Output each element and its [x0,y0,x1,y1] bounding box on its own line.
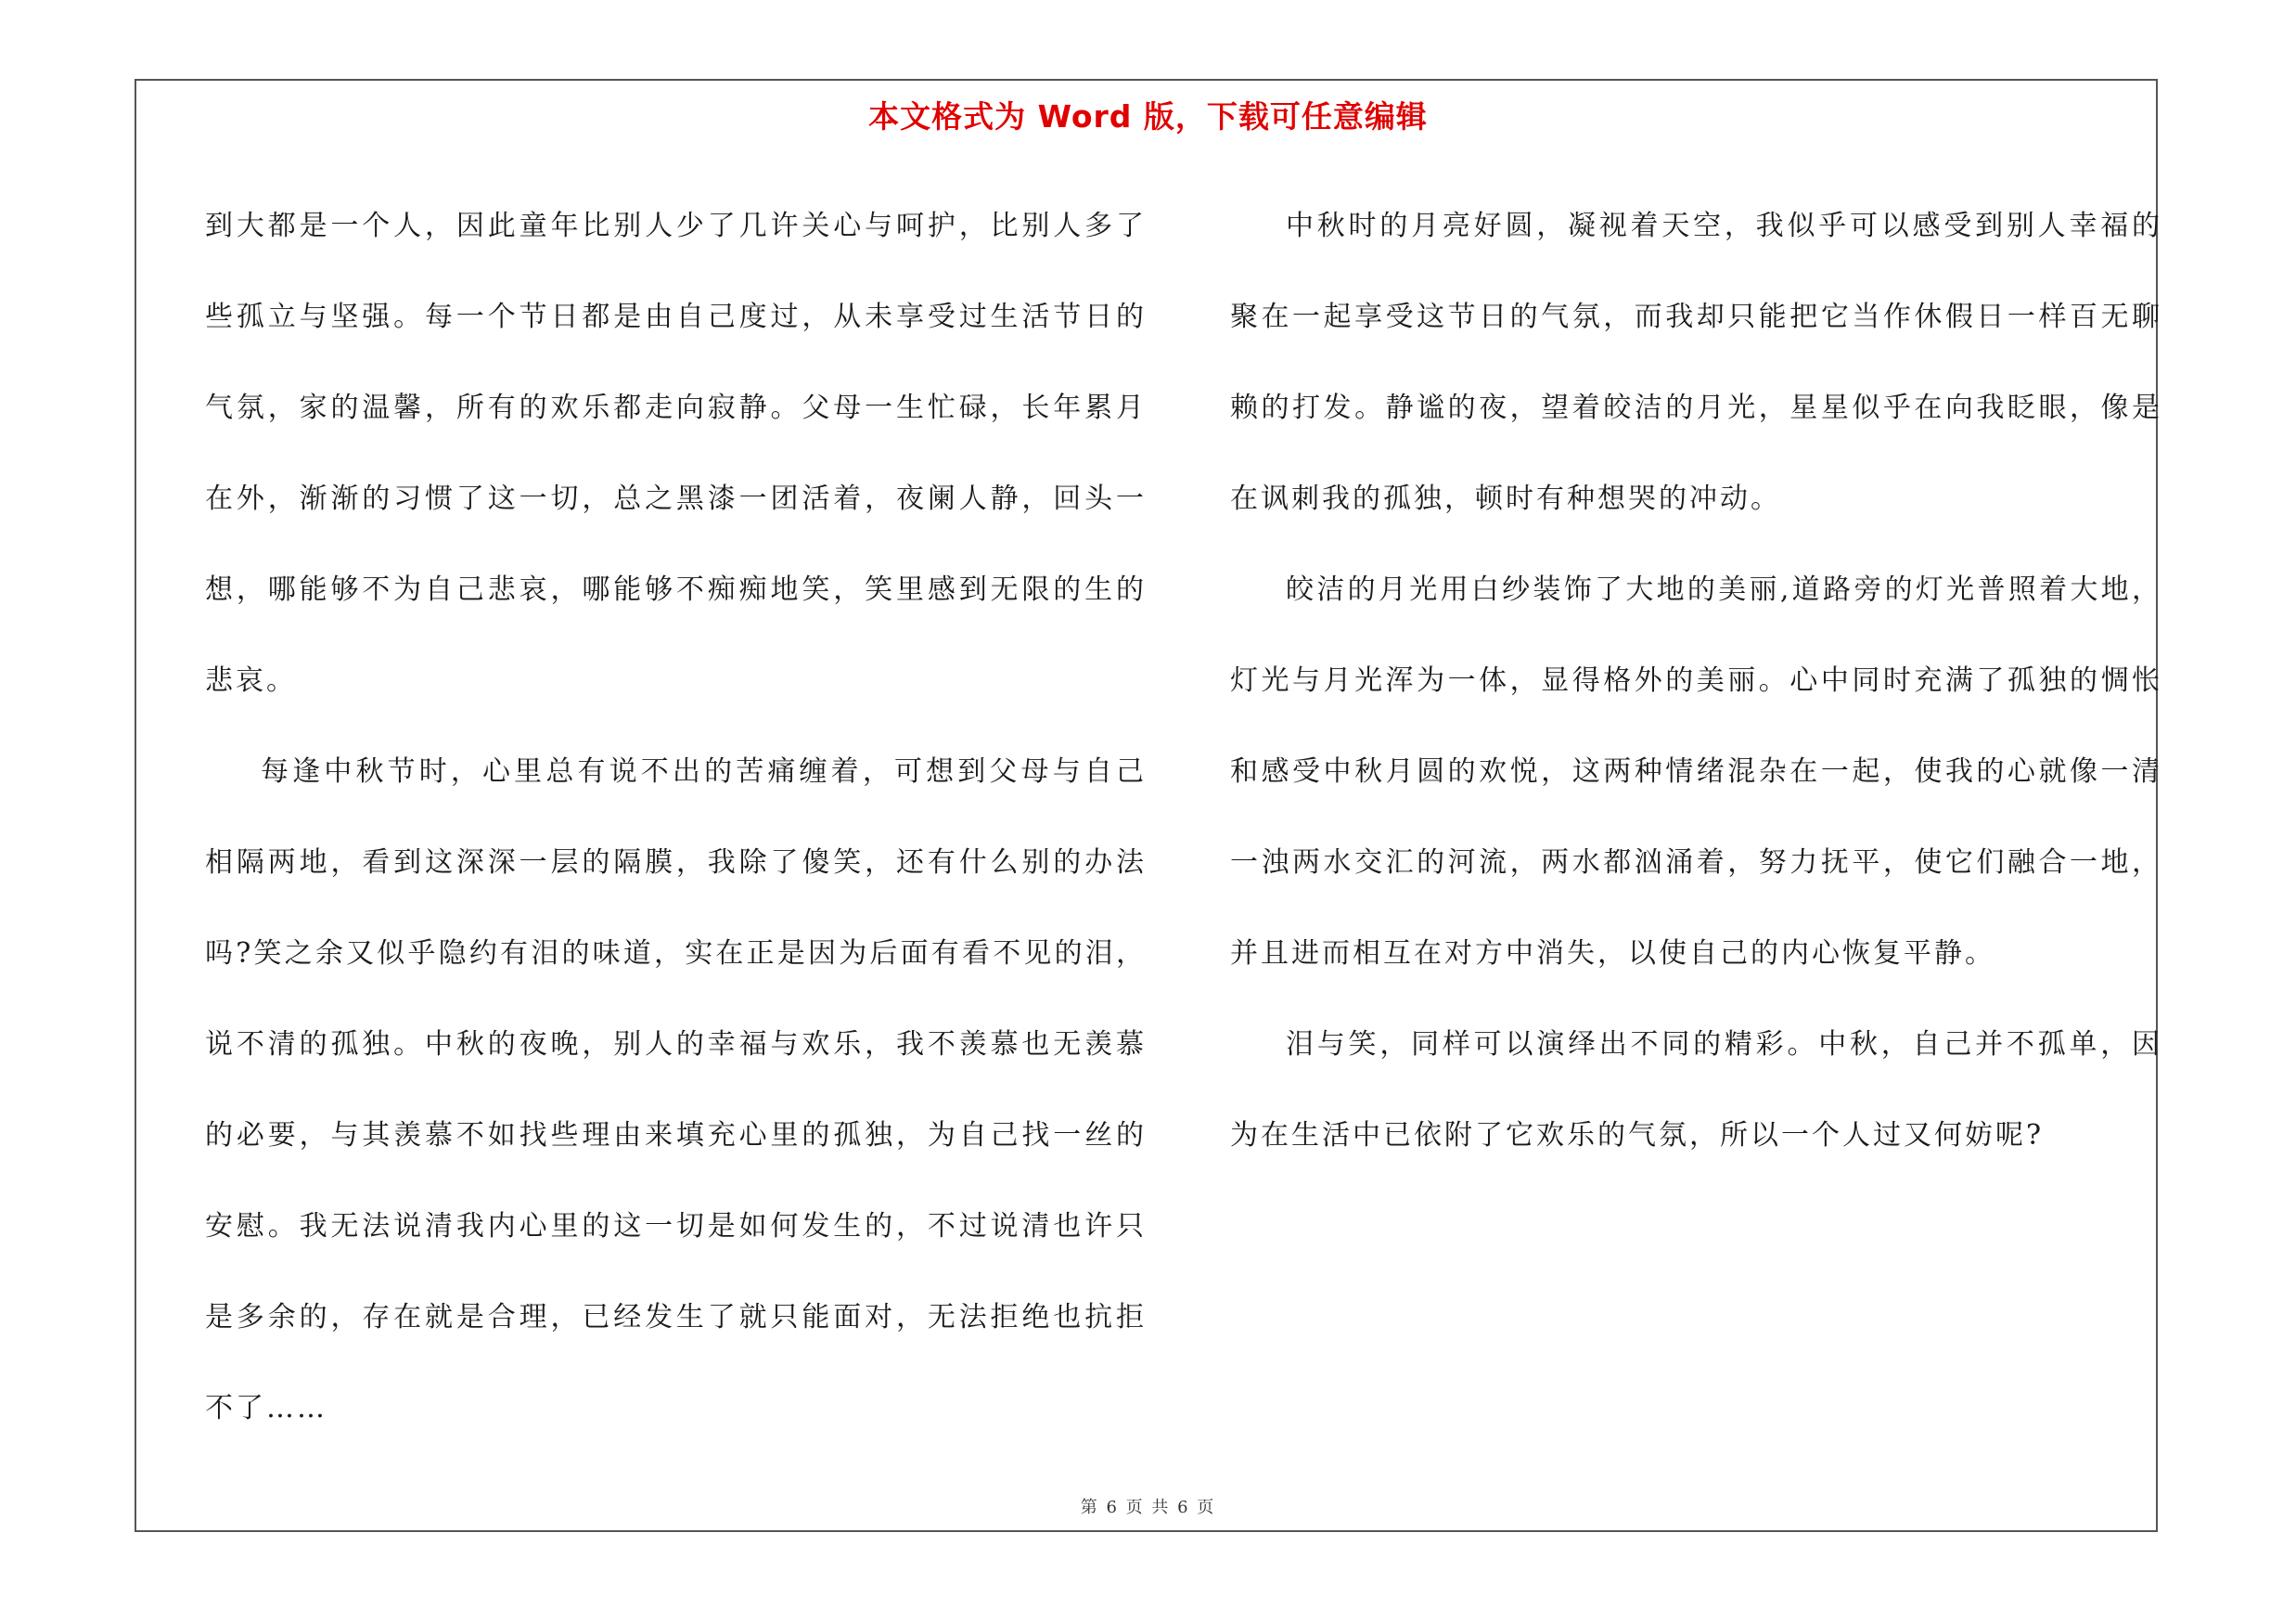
right-paragraph-1: 中秋时的月亮好圆，凝视着天空，我似乎可以感受到别人幸福的聚在一起享受这节日的气氛，而我却只能把它当作休假日一样百无聊赖的打发。静谧的夜，望着皎洁的月光，星星似乎在向我眨眼，像是在讽刺我的孤独，顿时有种想哭的冲动。 [1230,210,2162,515]
left-column [205,181,1147,1454]
page-number-footer: 第 6 页 共 6 页 [1080,1498,1216,1517]
right-column [1230,181,2162,1181]
left-paragraph-2: 每逢中秋节时，心里总有说不出的苦痛缠着，可想到父母与自己相隔两地，看到这深深一层的隔膜，我除了傻笑，还有什么别的办法吗?笑之余又似乎隐约有泪的味道，实在正是因为后面有看不见的泪，说不清的孤独。中秋的夜晚，别人的幸福与欢乐，我不羡慕也无羡慕的必要，与其羡慕不如找些理由来填充心里的孤独，为自己找一丝的安慰。我无法说清我内心里的这一切是如何发生的，不过说清也许只是多余的，存在就是合理，已经发生了就只能面对，无法拒绝也抗拒不了…… [205,755,1147,1424]
word-format-banner: 本文格式为 Word 版，下载可任意编辑 [868,98,1428,135]
left-paragraph-1: 到大都是一个人，因此童年比别人少了几许关心与呵护，比别人多了些孤立与坚强。每一个节日都是由自己度过，从未享受过生活节日的气氛，家的温馨，所有的欢乐都走向寂静。父母一生忙碌，长年累月在外，渐渐的习惯了这一切，总之黑漆一团活着，夜阑人静，回头一想，哪能够不为自己悲哀，哪能够不痴痴地笑，笑里感到无限的生的悲哀。 [205,210,1147,697]
right-paragraph-2: 皎洁的月光用白纱装饰了大地的美丽,道路旁的灯光普照着大地，灯光与月光浑为一体，显得格外的美丽。心中同时充满了孤独的惆怅和感受中秋月圆的欢悦，这两种情绪混杂在一起，使我的心就像一清一浊两水交汇的河流，两水都汹涌着，努力抚平，使它们融合一地，并且进而相互在对方中消失，以使自己的内心恢复平静。 [1230,573,2162,970]
right-paragraph-3: 泪与笑，同样可以演绎出不同的精彩。中秋，自己并不孤单，因为在生活中已依附了它欢乐的气氛，所以一个人过又何妨呢? [1230,1028,2162,1152]
